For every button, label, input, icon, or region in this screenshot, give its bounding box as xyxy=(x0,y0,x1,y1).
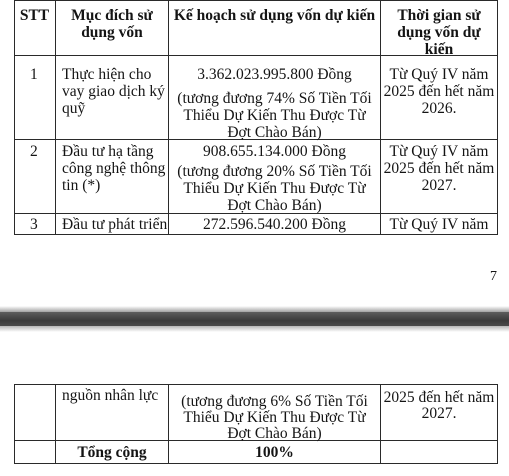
total-value: 100% xyxy=(255,444,294,461)
page-break xyxy=(0,312,509,326)
bottom-table xyxy=(0,380,509,476)
row1-time-line3: 2026. xyxy=(421,100,457,117)
table-border xyxy=(14,384,15,464)
row3-time-line1: Từ Quý IV năm xyxy=(389,216,489,233)
row3-purpose-line1: Đầu tư phát triển xyxy=(62,216,168,233)
row3-stt: 3 xyxy=(30,216,38,233)
row1-note-line3: Đợt Chào Bán) xyxy=(227,124,322,141)
row1-time-line2: 2025 đến hết năm xyxy=(383,83,495,100)
page-number: 7 xyxy=(490,269,497,284)
row2-time-line1: Từ Quý IV năm xyxy=(389,143,489,160)
row2-time-line2: 2025 đến hết năm xyxy=(383,160,495,177)
header-stt: STT xyxy=(19,7,50,24)
table-border xyxy=(14,463,498,464)
table-border xyxy=(14,384,498,385)
header-time-line2: dụng vốn dự xyxy=(397,24,481,41)
row1-note-line1: (tương đương 74% Số Tiền Tối xyxy=(177,90,372,107)
table-border xyxy=(14,0,498,1)
header-purpose-line2: dụng vốn xyxy=(81,24,143,41)
page-break-shadow xyxy=(0,326,509,332)
table-border xyxy=(14,234,498,235)
row3-amount: 272.596.540.200 Đồng xyxy=(203,216,346,233)
row1-purpose-line3: quỹ xyxy=(62,100,86,117)
row2-note-line1: (tương đương 20% Số Tiền Tối xyxy=(177,163,372,180)
header-time-line1: Thời gian sử xyxy=(397,7,481,24)
row2-purpose-line3: tin (*) xyxy=(62,177,101,194)
table-border xyxy=(14,0,15,235)
row3-time-line3: 2027. xyxy=(421,405,457,422)
row3-note-line3: Đợt Chào Bán) xyxy=(227,425,322,442)
table-border xyxy=(497,384,498,464)
row1-stt: 1 xyxy=(30,66,38,83)
row3-note-line1: (tương đương 6% Số Tiền Tối xyxy=(181,393,368,410)
row1-amount: 3.362.023.995.800 Đồng xyxy=(197,66,352,83)
row2-note-line2: Thiểu Dự Kiến Thu Được Từ xyxy=(183,180,366,197)
header-purpose-line1: Mục đích sử xyxy=(71,7,153,24)
row1-purpose-line2: vay giao dịch ký xyxy=(62,83,165,100)
total-label: Tổng cộng xyxy=(77,444,147,461)
row3-purpose-line2: nguồn nhân lực xyxy=(62,387,159,404)
row2-stt: 2 xyxy=(30,143,38,160)
row2-purpose-line2: công nghệ thông xyxy=(62,160,166,177)
header-time-line3: kiến xyxy=(424,41,454,58)
row3-time-line2: 2025 đến hết năm xyxy=(383,389,495,406)
row2-time-line3: 2027. xyxy=(421,177,457,194)
row2-note-line3: Đợt Chào Bán) xyxy=(227,197,322,214)
row1-note-line2: Thiểu Dự Kiến Thu Được Từ xyxy=(183,107,366,124)
row3-note-line2: Thiểu Dự Kiến Thu Được Từ xyxy=(183,409,366,426)
row1-purpose-line1: Thực hiện cho xyxy=(62,66,152,83)
row1-time-line1: Từ Quý IV năm xyxy=(389,66,489,83)
row2-amount: 908.655.134.000 Đồng xyxy=(203,143,346,160)
row2-purpose-line1: Đầu tư hạ tầng xyxy=(62,143,154,160)
table-border xyxy=(497,0,498,235)
header-plan: Kế hoạch sử dụng vốn dự kiến xyxy=(173,7,376,24)
